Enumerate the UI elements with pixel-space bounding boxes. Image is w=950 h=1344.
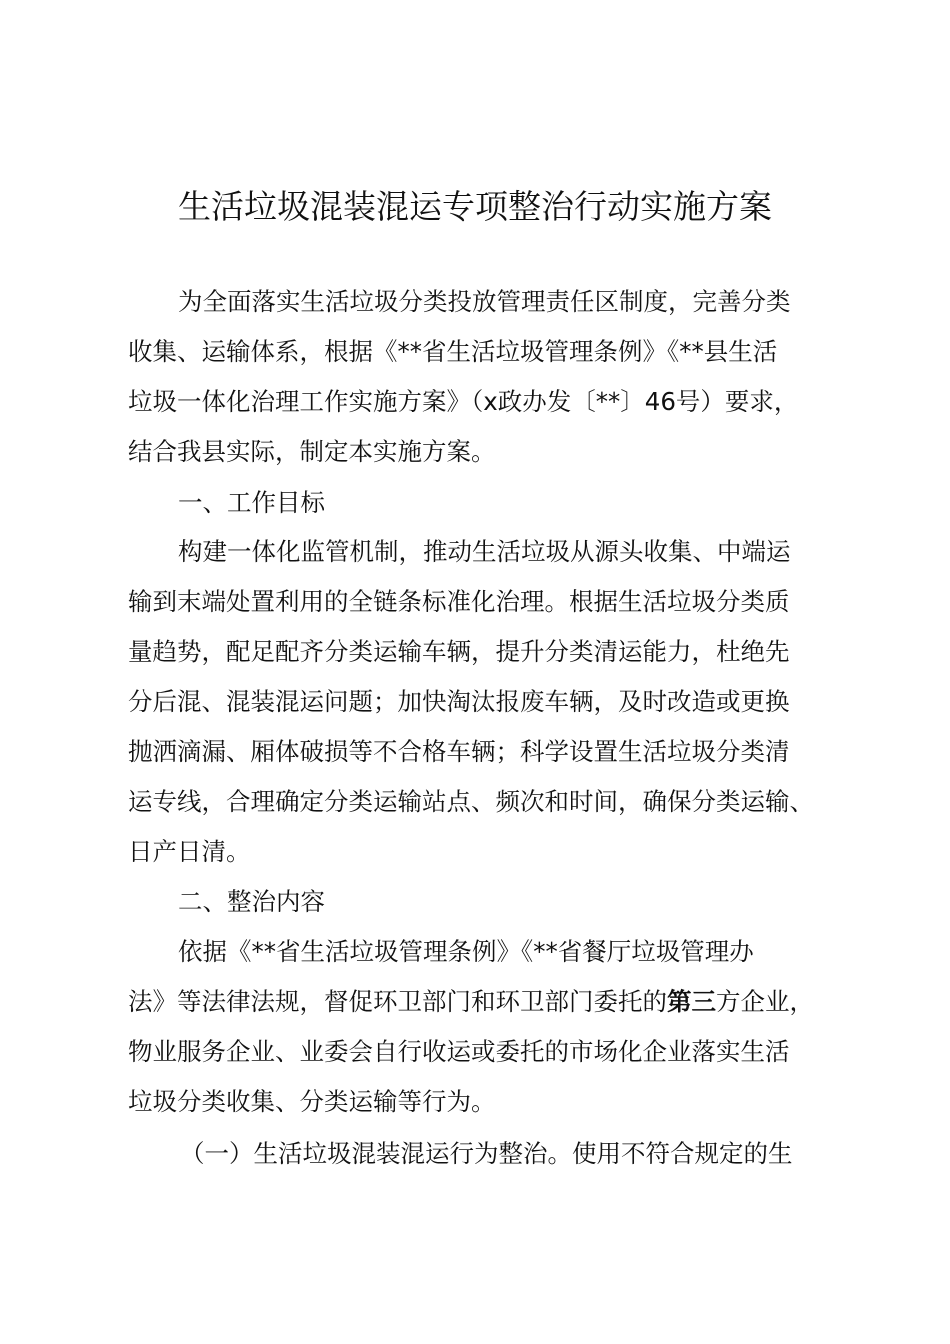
paragraph-line-mixed bbox=[128, 983, 858, 1023]
paragraph-line: 量趋势，配足配齐分类运输车辆，提升分类清运能力，杜绝先 bbox=[128, 637, 790, 666]
paragraph-line: 物业服务企业、业委会自行收运或委托的市场化企业落实生活 bbox=[128, 1037, 790, 1066]
paragraph-line: 为全面落实生活垃圾分类投放管理责任区制度，完善分类 bbox=[178, 287, 791, 316]
bold-text-segment: 第三 bbox=[667, 987, 716, 1016]
paragraph-line: 运专线，合理确定分类运输站点、频次和时间，确保分类运输、 bbox=[128, 787, 814, 816]
paragraph-line: 结合我县实际，制定本实施方案。 bbox=[128, 437, 496, 466]
text-segment: 法》等法律法规，督促环卫部门和环卫部门委托的 bbox=[128, 987, 667, 1016]
paragraph-line: 垃圾一体化治理工作实施方案》（x政办发〔**〕46号）要求， bbox=[128, 387, 799, 416]
section-heading: 二、整治内容 bbox=[178, 887, 325, 916]
text-segment: 方企业， bbox=[716, 987, 814, 1016]
section-heading: 一、工作目标 bbox=[178, 488, 325, 517]
document-title: 生活垃圾混装混运专项整治行动实施方案 bbox=[178, 187, 772, 226]
paragraph-line: 抛洒滴漏、厢体破损等不合格车辆；科学设置生活垃圾分类清 bbox=[128, 737, 790, 766]
paragraph-line: 垃圾分类收集、分类运输等行为。 bbox=[128, 1087, 496, 1116]
paragraph-line: 构建一体化监管机制，推动生活垃圾从源头收集、中端运 bbox=[178, 537, 791, 566]
paragraph-line: 日产日清。 bbox=[128, 837, 251, 866]
subsection-line: （一）生活垃圾混装混运行为整治。使用不符合规定的生 bbox=[180, 1139, 793, 1168]
paragraph-line: 收集、运输体系，根据《**省生活垃圾管理条例》《**县生活 bbox=[128, 337, 778, 366]
paragraph-line: 输到末端处置利用的全链条标准化治理。根据生活垃圾分类质 bbox=[128, 587, 790, 616]
paragraph-line: 依据《**省生活垃圾管理条例》《**省餐厅垃圾管理办 bbox=[178, 937, 754, 966]
paragraph-line: 分后混、混装混运问题；加快淘汰报废车辆，及时改造或更换 bbox=[128, 687, 790, 716]
